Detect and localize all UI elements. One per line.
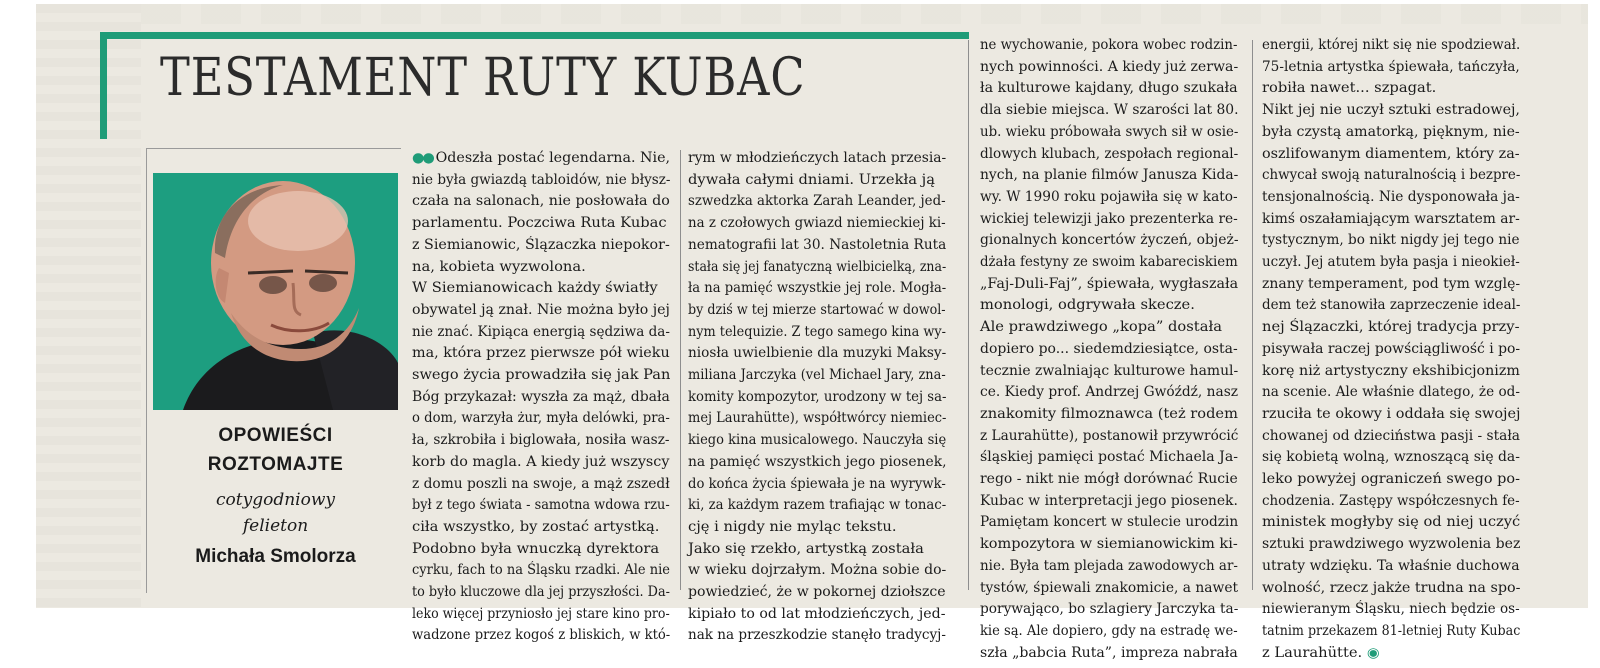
article-line: ministek mogłyby się od niej uczyć bbox=[1262, 514, 1521, 531]
article-line: dlowych klubach, zespołach regional- bbox=[980, 145, 1239, 162]
article-line: tecznie zwalniając kulturowe hamul- bbox=[980, 362, 1239, 379]
article-line: Ale prawdziwego „kopa” dostała bbox=[980, 319, 1222, 336]
column-description-line1: cotygodniowy bbox=[216, 490, 335, 510]
article-line: była czystą amatorką, pięknym, nie- bbox=[1262, 123, 1520, 140]
article-line: Bóg przykazał: wyszła za mąż, dbała bbox=[412, 388, 670, 405]
article-line: niosła uwielbienie dla muzyki Maksy- bbox=[688, 345, 947, 362]
article-line: to było kluczowe dla jej przyszłości. Da- bbox=[412, 584, 670, 601]
end-mark-icon: ◉ bbox=[1366, 644, 1380, 661]
article-line: ●● Odeszła postać legendarna. Nie, bbox=[412, 150, 671, 166]
article-line: ki, za każdym razem trafiając w tonac- bbox=[688, 497, 947, 514]
article-line: nych, na planie filmów Janusza Kida- bbox=[980, 167, 1239, 184]
article-line: o dom, warzyła żur, myła delówki, pra- bbox=[412, 410, 670, 427]
article-line: nie znać. Kipiąca energią sędziwa da- bbox=[412, 323, 670, 340]
article-line: mej Laurahütte), współtwórcy niemiec- bbox=[688, 410, 947, 427]
article-line: rym w młodzieńczych latach przesia- bbox=[688, 150, 947, 166]
article-line: nematografii lat 30. Nastoletnia Ruta bbox=[688, 236, 947, 253]
article-line: ce. Kiedy prof. Andrzej Gwóźdź, nasz bbox=[980, 384, 1239, 401]
article-line: ła kulturowe kajdany, długo szukała bbox=[980, 80, 1238, 97]
article-line: się kobietą wolną, wznoszącą się da- bbox=[1262, 449, 1520, 466]
article-line: nych powinności. A kiedy już zerwa- bbox=[980, 58, 1239, 75]
article-line: energii, której nikt się nie spodziewał. bbox=[1262, 37, 1521, 53]
article-line: pisywała raczej powściągliwość i po- bbox=[1262, 340, 1521, 357]
article-line: szła „babcia Ruta”, impreza nabrała bbox=[980, 644, 1238, 661]
article-line: sztuki prawdziwego wyzwolenia bez bbox=[1262, 536, 1521, 553]
article-line: na z czołowych gwiazd niemieckiej ki- bbox=[688, 215, 946, 232]
article-line: W Siemianowicach każdy światły bbox=[412, 280, 658, 297]
article-line: tystów, śpiewali znakomicie, a nawet bbox=[980, 579, 1239, 596]
bleed-through-top bbox=[141, 4, 1588, 24]
article-line: uczył. Jej atutem była pasja i nieokieł- bbox=[1262, 254, 1520, 271]
column-divider bbox=[968, 40, 969, 590]
article-line: oszlifowanym diamentem, który za- bbox=[1262, 145, 1520, 162]
article-line: kipiało to od lat młodzieńczych, jed- bbox=[688, 605, 946, 622]
article-line: Jako się rzekło, artystką została bbox=[688, 540, 924, 557]
article-column-4 bbox=[1262, 35, 1521, 661]
column-name-line1: OPOWIEŚCI bbox=[218, 425, 333, 446]
article-line: tatnim przekazem 81-letniej Ruty Kubac bbox=[1262, 622, 1521, 639]
article-line: dżała festyny ze swoim kabareciskiem bbox=[980, 254, 1238, 271]
column-name-line2: ROZTOMAJTE bbox=[207, 454, 344, 475]
author-name: Michała Smolorza bbox=[195, 546, 356, 567]
article-line: nie była gwiazdą tabloidów, nie błysz- bbox=[412, 171, 671, 188]
article-line: monologi, odgrywała skecze. bbox=[980, 297, 1195, 314]
article-line: chodzenia. Zastępy współczesnych fe- bbox=[1262, 492, 1520, 509]
article-line: gionalnych koncertów życzeń, objeż- bbox=[980, 232, 1239, 249]
article-line: dla siebie miejsca. W szarości lat 80. bbox=[980, 102, 1239, 119]
article-line: rego - nikt nie mógł dorównać Rucie bbox=[980, 471, 1238, 488]
article-line: Nikt jej nie uczył sztuki estradowej, bbox=[1262, 102, 1520, 119]
article-line: leko więcej przyniosło jej stare kino pro- bbox=[412, 605, 670, 622]
article-line: swego życia prowadziła się jak Pan bbox=[412, 367, 671, 384]
article-line: kimś oszałamiającym warsztatem ar- bbox=[1262, 210, 1520, 227]
article-line: nej Ślązaczki, której tradycja przy- bbox=[1262, 319, 1520, 336]
article-line: wolność, rzecz jakże trudna na spo- bbox=[1262, 579, 1521, 596]
article-line: ma, która przez pierwsze pół wieku bbox=[412, 345, 670, 362]
article-line: stała się jej fanatyczną wielbicielką, zna- bbox=[688, 258, 947, 275]
article-line: do końca życia śpiewała je na wyrywk- bbox=[688, 475, 946, 492]
article-line: wadzone przez kogoś z bliskich, w któ- bbox=[412, 627, 671, 644]
article-line: ciła wszystko, by zostać artystką. bbox=[412, 518, 660, 535]
article-line: wickiej telewizji jako prezenterka re- bbox=[980, 210, 1238, 227]
article-line: na, kobieta wyzwolona. bbox=[412, 258, 586, 275]
article-line: cyrku, fach to na Śląsku rzadki. Ale nie bbox=[412, 562, 670, 579]
article-line: był z tego świata - samotna wdowa rzu- bbox=[412, 497, 670, 514]
article-line: obywatel ją znał. Nie można było jej bbox=[412, 301, 670, 318]
article-line: dywała całymi dniami. Urzekła ją bbox=[688, 171, 935, 188]
headline: TESTAMENT RUTY KUBAC bbox=[160, 48, 806, 108]
article-line: korę niż artystyczny ekshibicjonizm bbox=[1262, 362, 1520, 379]
article-line: ub. wieku próbowała swych sił w osie- bbox=[980, 123, 1239, 140]
article-line: z Laurahütte), postanowił przywrócić bbox=[980, 427, 1239, 444]
article-line: znakomity filmoznawca (też rodem bbox=[980, 405, 1238, 422]
article-line: tystycznym, bo nikt nigdy jej tego nie bbox=[1262, 232, 1520, 249]
article-line: na scenie. Ale właśnie dlatego, że od- bbox=[1262, 384, 1520, 401]
article-line: kompozytora w siemianowickim ki- bbox=[980, 536, 1238, 553]
article-line: nym telequizie. Z tego samego kina wy- bbox=[688, 323, 946, 340]
article-line: znany temperament, pod tym wzglę- bbox=[1262, 275, 1521, 292]
article-line: nie. Była tam plejada zawodowych ar- bbox=[980, 557, 1238, 574]
article-line: ła, szkrobiła i biglowała, nosiła wasz- bbox=[412, 432, 670, 449]
article-line: ła na pamięć wszystkie jej role. Mogła- bbox=[688, 280, 947, 297]
article-column-3 bbox=[980, 35, 1239, 661]
article-line: parlamentu. Poczciwa Ruta Kubac bbox=[412, 215, 667, 232]
article-line: z Siemianowic, Ślązaczka niepokor- bbox=[412, 236, 670, 253]
article-line: tensjonalnością. Nie dysponowała ja- bbox=[1262, 188, 1520, 205]
article-line: 75-letnia artystka śpiewała, tańczyła, bbox=[1262, 58, 1520, 75]
portrait-illustration bbox=[153, 173, 398, 410]
article-line: śląskiej pamięci postać Michaela Ja- bbox=[980, 449, 1238, 466]
article-line: niewieranym Śląsku, niech będzie os- bbox=[1262, 601, 1520, 618]
article-line: porywająco, bo szlagiery Jarczyka ta- bbox=[980, 601, 1239, 618]
article-line: z domu poszli na swoje, a mąż zszedł bbox=[412, 475, 670, 492]
article-line: komity kompozytor, urodzony w tej sa- bbox=[688, 388, 947, 405]
article-line: Podobno była wnuczką dyrektora bbox=[412, 540, 660, 557]
lead-marker-icon: ●● bbox=[412, 150, 436, 166]
article-line: leko powyżej ograniczeń swego po- bbox=[1262, 471, 1520, 488]
article-line: „Faj-Duli-Faj”, śpiewała, wygłaszała bbox=[980, 275, 1239, 292]
article-line: korb do magla. A kiedy już wszyscy bbox=[412, 453, 670, 470]
article-line: Pamiętam koncert w stulecie urodzin bbox=[980, 514, 1239, 531]
article-line: kiego kina musicalowego. Nauczyła się bbox=[688, 432, 947, 449]
article-line: robiła nawet... szpagat. bbox=[1262, 80, 1437, 97]
article-line: szwedzka aktorka Zarah Leander, jed- bbox=[688, 193, 946, 210]
article-line: kie są. Ale dopiero, gdy na estradę we- bbox=[980, 622, 1238, 639]
article-line: dopiero po... siedemdziesiątce, osta- bbox=[980, 340, 1238, 357]
article-line: rzuciła te okowy i oddała się swojej bbox=[1262, 405, 1521, 422]
article-line: powiedzieć, że w pokornej dziołszce bbox=[688, 584, 946, 601]
article-line: nak na przeszkodzie stanęło tradycyj- bbox=[688, 627, 946, 644]
article-line: w wieku dojrzałym. Można sobie do- bbox=[688, 562, 947, 579]
article-line: z Laurahütte. ◉ bbox=[1262, 644, 1380, 661]
column-description-line2: felieton bbox=[242, 516, 309, 536]
article-line: utraty wdzięku. Ta właśnie duchowa bbox=[1262, 557, 1520, 574]
article-line: czała na salonach, nie posłowała do bbox=[412, 193, 670, 210]
article-line: wy. W 1990 roku pojawiła się w kato- bbox=[980, 188, 1238, 205]
article-line: dem też stanowiła zaprzeczenie ideal- bbox=[1262, 297, 1521, 314]
article-line: cję i nigdy nie myląc tekstu. bbox=[688, 518, 897, 535]
author-photo bbox=[153, 173, 398, 410]
article-line: Kubac w interpretacji jego piosenek. bbox=[980, 492, 1238, 509]
article-line: na pamięć wszystkich jego piosenek, bbox=[688, 453, 947, 470]
article-line: ne wychowanie, pokora wobec rodzin- bbox=[980, 37, 1238, 53]
article-line: chowanej od dzieciństwa pasji - stała bbox=[1262, 427, 1521, 444]
article-line: chwycał swoją naturalnością i bezpre- bbox=[1262, 167, 1521, 184]
article-column-2 bbox=[688, 148, 947, 644]
article-column-1 bbox=[412, 148, 671, 644]
article-line: miliana Jarczyka (vel Michael Jary, zna- bbox=[688, 367, 946, 384]
article-line: by dziś w tej mierze startować w dowol- bbox=[688, 301, 946, 318]
